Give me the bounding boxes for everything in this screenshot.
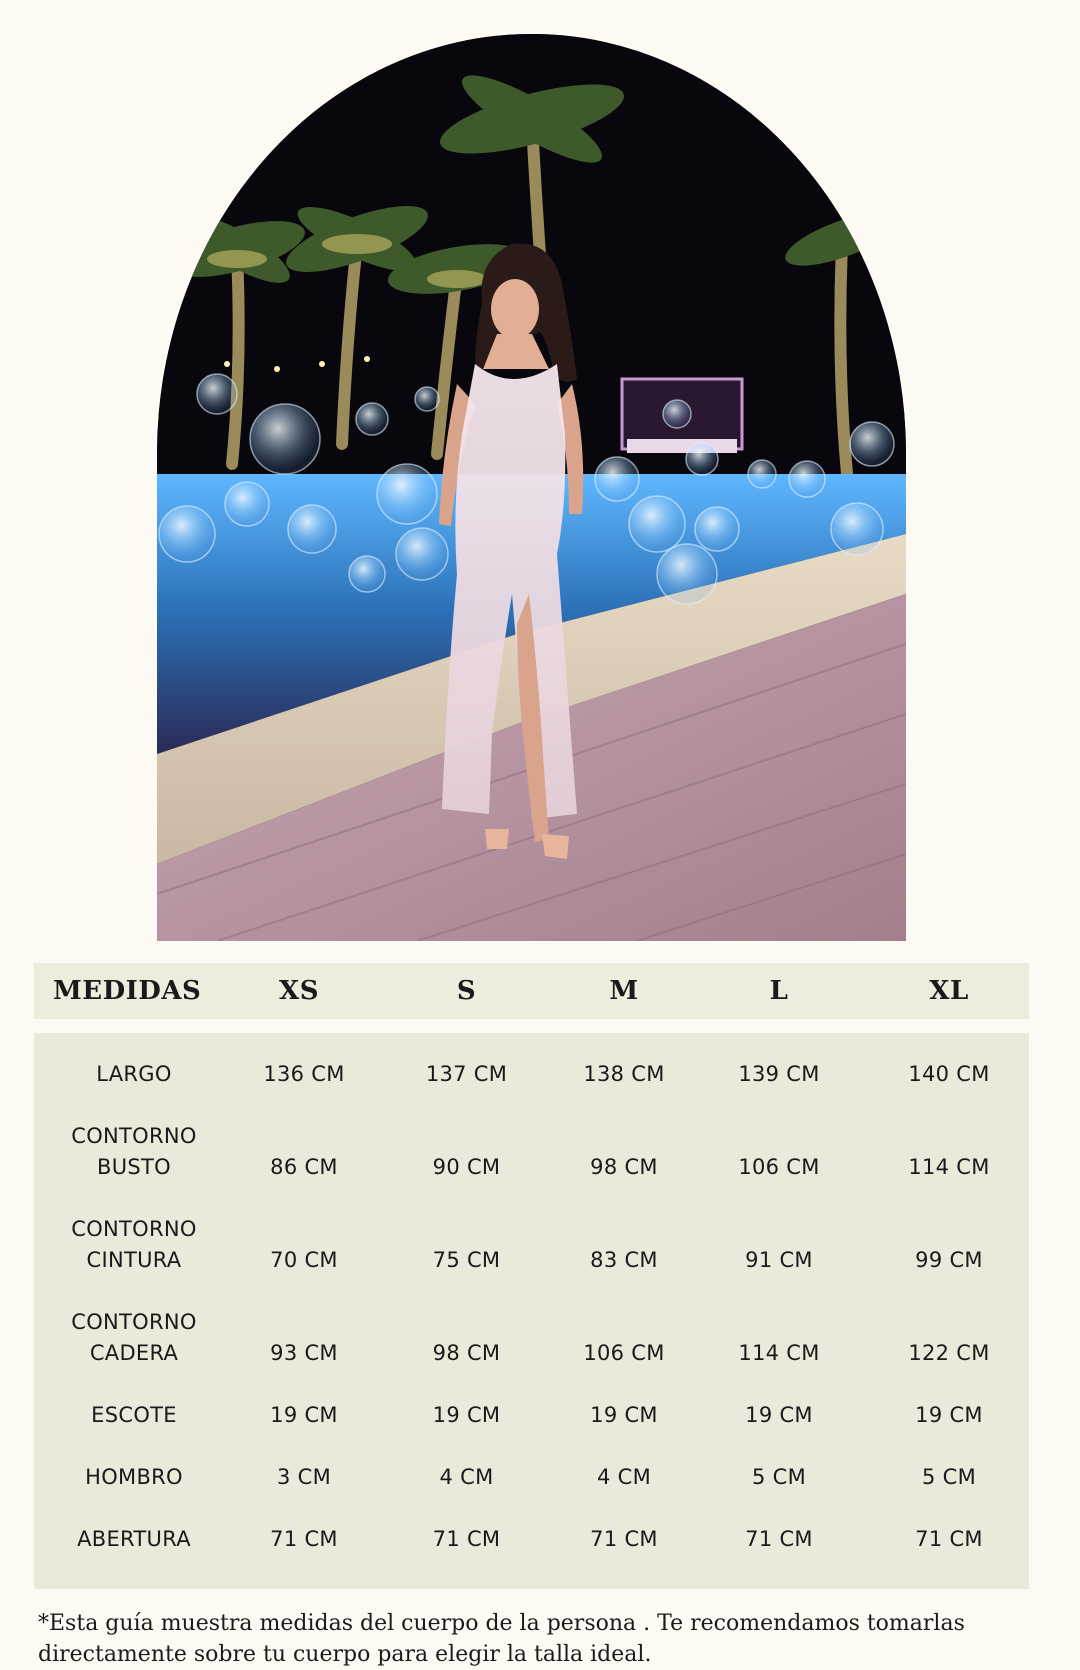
table-row [34, 1446, 1029, 1508]
table-cell: 99 CM [915, 1248, 983, 1272]
table-cell: 136 CM [263, 1062, 345, 1086]
row-label-line1: LARGO [96, 1061, 172, 1086]
row-label [34, 1059, 234, 1090]
table-cell: 90 CM [432, 1155, 501, 1179]
row-label-line2: CINTURA [86, 1247, 182, 1272]
row-label [34, 1400, 234, 1431]
table-cell: 93 CM [270, 1341, 338, 1365]
table-cell: 19 CM [915, 1403, 983, 1427]
row-label-line1: ESCOTE [91, 1402, 177, 1427]
table-cell: 19 CM [432, 1403, 501, 1427]
row-label-line1: CONTORNO [71, 1309, 197, 1334]
table-cell: 86 CM [270, 1155, 338, 1179]
table-cell: 3 CM [276, 1465, 332, 1489]
pool-scene-illustration [157, 34, 906, 941]
table-cell: 137 CM [425, 1062, 508, 1086]
table-cell: 114 CM [738, 1341, 820, 1365]
table-cell: 106 CM [738, 1155, 820, 1179]
table-cell: 71 CM [590, 1527, 658, 1551]
table-cell: 19 CM [590, 1403, 658, 1427]
table-cell: 106 CM [583, 1341, 665, 1365]
table-row [34, 1043, 1029, 1105]
header-size-m: M [609, 976, 639, 1006]
row-label [34, 1462, 234, 1493]
row-label-line1: ABERTURA [77, 1526, 191, 1551]
size-chart-header [34, 963, 1029, 1019]
table-cell: 114 CM [908, 1155, 990, 1179]
table-cell: 19 CM [745, 1403, 813, 1427]
header-size-l: L [769, 976, 789, 1006]
table-cell: 4 CM [596, 1465, 652, 1489]
row-label [34, 1307, 234, 1369]
table-cell: 71 CM [270, 1527, 338, 1551]
table-cell: 71 CM [432, 1527, 501, 1551]
row-label-line1: CONTORNO [71, 1123, 197, 1148]
table-row [34, 1508, 1029, 1570]
table-cell: 19 CM [270, 1403, 338, 1427]
table-cell: 71 CM [745, 1527, 813, 1551]
row-label-line1: CONTORNO [71, 1216, 197, 1241]
table-cell: 5 CM [751, 1465, 807, 1489]
table-row [34, 1198, 1029, 1291]
table-cell: 140 CM [908, 1062, 990, 1086]
table-cell: 5 CM [921, 1465, 977, 1489]
size-guide-footnote: *Esta guía muestra medidas del cuerpo de la persona . Te recomendamos tomarlas directamente sobre tu cuerpo para elegir la talla ideal. [38, 1611, 965, 1667]
size-chart-body [34, 1033, 1029, 1589]
table-cell: 122 CM [908, 1341, 990, 1365]
table-cell: 138 CM [583, 1062, 665, 1086]
model-photo [157, 34, 906, 941]
row-label-line1: HOMBRO [85, 1464, 183, 1489]
row-label [34, 1524, 234, 1555]
header-size-s: S [456, 976, 477, 1006]
header-size-xl: XL [929, 976, 969, 1006]
table-cell: 91 CM [745, 1248, 813, 1272]
table-row [34, 1105, 1029, 1198]
table-cell: 98 CM [432, 1341, 501, 1365]
row-label-line2: CADERA [89, 1340, 179, 1365]
table-row [34, 1384, 1029, 1446]
table-cell: 70 CM [270, 1248, 338, 1272]
header-size-xs: XS [279, 976, 319, 1006]
header-measures: MEDIDAS [53, 976, 202, 1006]
size-chart-table [34, 963, 1029, 1589]
table-cell: 4 CM [439, 1465, 494, 1489]
row-label-line2: BUSTO [97, 1154, 171, 1179]
row-label [34, 1214, 234, 1276]
table-row [34, 1291, 1029, 1384]
table-cell: 75 CM [432, 1248, 501, 1272]
table-cell: 83 CM [590, 1248, 658, 1272]
table-cell: 98 CM [590, 1155, 658, 1179]
row-label [34, 1121, 234, 1183]
table-cell: 139 CM [738, 1062, 820, 1086]
table-cell: 71 CM [915, 1527, 983, 1551]
